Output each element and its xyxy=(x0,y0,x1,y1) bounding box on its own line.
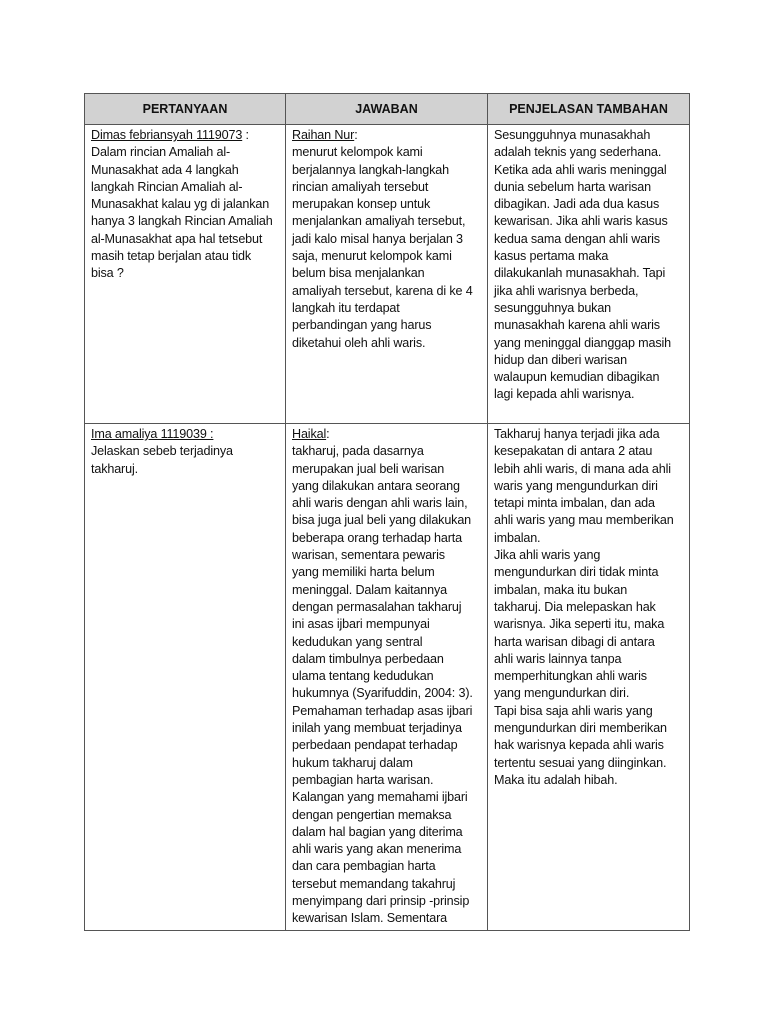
text-line: kasus pertama maka xyxy=(494,249,609,264)
explanation-text xyxy=(494,127,684,404)
question-text xyxy=(91,144,280,282)
text-line: ahli waris dengan ahli waris lain, xyxy=(292,496,468,511)
question-author: Ima amaliya 1119039 : xyxy=(91,427,214,441)
text-line: walaupun kemudian dibagikan xyxy=(494,370,660,385)
text-line: bisa juga jual beli yang dilakukan xyxy=(292,513,472,528)
answer-cell xyxy=(286,424,488,931)
text-line: hak warisnya kepada ahli waris xyxy=(494,738,664,753)
text-line: Jika ahli waris yang xyxy=(494,548,601,563)
text-line: Sesungguhnya munasakhah xyxy=(494,128,651,142)
text-line: amaliyah tersebut, karena di ke 4 xyxy=(292,283,473,298)
answer-text xyxy=(292,443,482,927)
text-line: Ketika ada ahli waris meninggal xyxy=(494,162,667,177)
text-line: warisan, sementara pewaris xyxy=(292,548,445,563)
answer-author-suffix: : xyxy=(354,128,358,142)
header-penjelasan-tambahan: PENJELASAN TAMBAHAN xyxy=(488,94,690,125)
question-author: Dimas febriansyah 1119073 xyxy=(91,128,243,142)
text-line: warisnya. Jika seperti itu, maka xyxy=(494,617,665,632)
header-pertanyaan: PERTANYAAN xyxy=(85,94,286,125)
text-line: langkah Rincian Amaliah al- xyxy=(91,179,243,194)
text-line: lebih ahli waris, di mana ada ahli xyxy=(494,461,671,476)
text-line: hidup dan diberi warisan xyxy=(494,352,627,367)
text-line: Jelaskan sebeb terjadinya xyxy=(91,444,233,459)
text-line: imbalan. xyxy=(494,530,541,545)
text-line: Maka itu adalah hibah. xyxy=(494,772,618,787)
text-line: berjalannya langkah-langkah xyxy=(292,162,449,177)
text-line: dalam timbulnya perbedaan xyxy=(292,651,444,666)
text-line: Dalam rincian Amaliah al- xyxy=(91,145,231,160)
text-line: merupakan jual beli warisan xyxy=(292,461,445,476)
text-line: tersebut memandang takahruj xyxy=(292,876,456,891)
question-cell xyxy=(85,125,286,424)
text-line: sesungguhnya bukan xyxy=(494,300,612,315)
text-line: memperhitungkan ahli waris xyxy=(494,669,647,684)
text-line: hukumnya (Syarifuddin, 2004: 3). xyxy=(292,686,473,701)
text-line: dilakukanlah munasakhah. Tapi xyxy=(494,266,666,281)
question-text xyxy=(91,443,280,478)
table-row xyxy=(85,125,690,424)
text-line: jika ahli warisnya berbeda, xyxy=(494,283,639,298)
text-line: hanya 3 langkah Rincian Amaliah xyxy=(91,214,273,229)
text-line: adalah teknis yang sederhana. xyxy=(494,145,662,160)
table-row xyxy=(85,424,690,931)
text-line: mengundurkan diri memberikan xyxy=(494,721,667,736)
text-line: mengundurkan diri tidak minta xyxy=(494,565,659,580)
text-line: meninggal. Dalam kaitannya xyxy=(292,582,448,597)
text-line: saja, menurut kelompok kami xyxy=(292,249,452,264)
text-line: al-Munasakhat apa hal tetsebut xyxy=(91,231,263,246)
text-line: yang meninggal dianggap masih xyxy=(494,335,671,350)
text-line: takharuj. xyxy=(91,461,138,476)
text-line: Munasakhat ada 4 langkah xyxy=(91,162,239,177)
text-line: tertentu sesuai yang diinginkan. xyxy=(494,755,667,770)
text-line: Pemahaman terhadap asas ijbari xyxy=(292,703,473,718)
text-line: perbedaan pendapat terhadap xyxy=(292,738,458,753)
text-line: dunia sebelum harta warisan xyxy=(494,179,651,194)
text-line: inilah yang membuat terjadinya xyxy=(292,721,462,736)
text-line: yang dilakukan antara seorang xyxy=(292,478,460,493)
text-line: diketahui oleh ahli waris. xyxy=(292,335,426,350)
qa-table xyxy=(84,93,690,931)
text-line: beberapa orang terhadap harta xyxy=(292,530,463,545)
table-header-row xyxy=(85,94,690,125)
text-line: imbalan, maka itu bukan xyxy=(494,582,628,597)
text-line: pembagian harta warisan. xyxy=(292,772,434,787)
text-line: menurut kelompok kami xyxy=(292,145,423,160)
text-line: ahli waris lainnya tanpa xyxy=(494,651,622,666)
text-line: Takharuj hanya terjadi jika ada xyxy=(494,427,660,441)
answer-cell xyxy=(286,125,488,424)
text-line: jadi kalo misal hanya berjalan 3 xyxy=(292,231,463,246)
text-line: bisa ? xyxy=(91,266,124,281)
text-line: Kalangan yang memahami ijbari xyxy=(292,790,468,805)
text-line: dengan pengertian memaksa xyxy=(292,807,452,822)
explanation-cell xyxy=(488,125,690,424)
header-jawaban: JAWABAN xyxy=(286,94,488,125)
text-line: Tapi bisa saja ahli waris yang xyxy=(494,703,653,718)
text-line: kedua sama dengan ahli waris xyxy=(494,231,660,246)
text-line: lagi kepada ahli warisnya. xyxy=(494,387,635,402)
text-line: ahli waris yang mau memberikan xyxy=(494,513,674,528)
question-author-suffix: : xyxy=(242,128,249,142)
answer-text xyxy=(292,144,482,352)
text-line: kedudukan yang sentral xyxy=(292,634,423,649)
text-line: belum bisa menjalankan xyxy=(292,266,425,281)
explanation-text xyxy=(494,426,684,789)
text-line: ini asas ijbari mempunyai xyxy=(292,617,430,632)
text-line: langkah itu terdapat xyxy=(292,300,400,315)
text-line: menyimpang dari prinsip -prinsip xyxy=(292,894,470,909)
text-line: dalam hal bagian yang diterima xyxy=(292,824,463,839)
text-line: dan cara pembagian harta xyxy=(292,859,436,874)
text-line: harta warisan dibagi di antara xyxy=(494,634,655,649)
text-line: hukum takharuj dalam xyxy=(292,755,413,770)
text-line: rincian amaliyah tersebut xyxy=(292,179,429,194)
text-line: masih tetap berjalan atau tidk xyxy=(91,249,252,264)
text-line: kewarisan. Jika ahli waris kasus xyxy=(494,214,668,229)
explanation-cell xyxy=(488,424,690,931)
text-line: ahli waris yang akan menerima xyxy=(292,842,462,857)
text-line: waris yang mengundurkan diri xyxy=(494,478,658,493)
text-line: dibagikan. Jadi ada dua kasus xyxy=(494,197,660,212)
text-line: munasakhah karena ahli waris xyxy=(494,318,660,333)
answer-author-suffix: : xyxy=(326,427,330,441)
text-line: menjalankan amaliyah tersebut, xyxy=(292,214,466,229)
text-line: takharuj. Dia melepaskan hak xyxy=(494,599,656,614)
text-line: kesepakatan di antara 2 atau xyxy=(494,444,653,459)
question-cell xyxy=(85,424,286,931)
text-line: tetapi minta imbalan, dan ada xyxy=(494,496,655,511)
text-line: yang memiliki harta belum xyxy=(292,565,435,580)
text-line: merupakan konsep untuk xyxy=(292,197,431,212)
text-line: ulama tentang kedudukan xyxy=(292,669,434,684)
text-line: kewarisan Islam. Sementara xyxy=(292,911,447,926)
text-line: Munasakhat kalau yg di jalankan xyxy=(91,197,270,212)
text-line: takharuj, pada dasarnya xyxy=(292,444,424,459)
answer-author: Raihan Nur xyxy=(292,128,355,142)
text-line: perbandingan yang harus xyxy=(292,318,432,333)
answer-author: Haikal xyxy=(292,427,327,441)
text-line: yang mengundurkan diri. xyxy=(494,686,630,701)
text-line: dengan permasalahan takharuj xyxy=(292,599,462,614)
